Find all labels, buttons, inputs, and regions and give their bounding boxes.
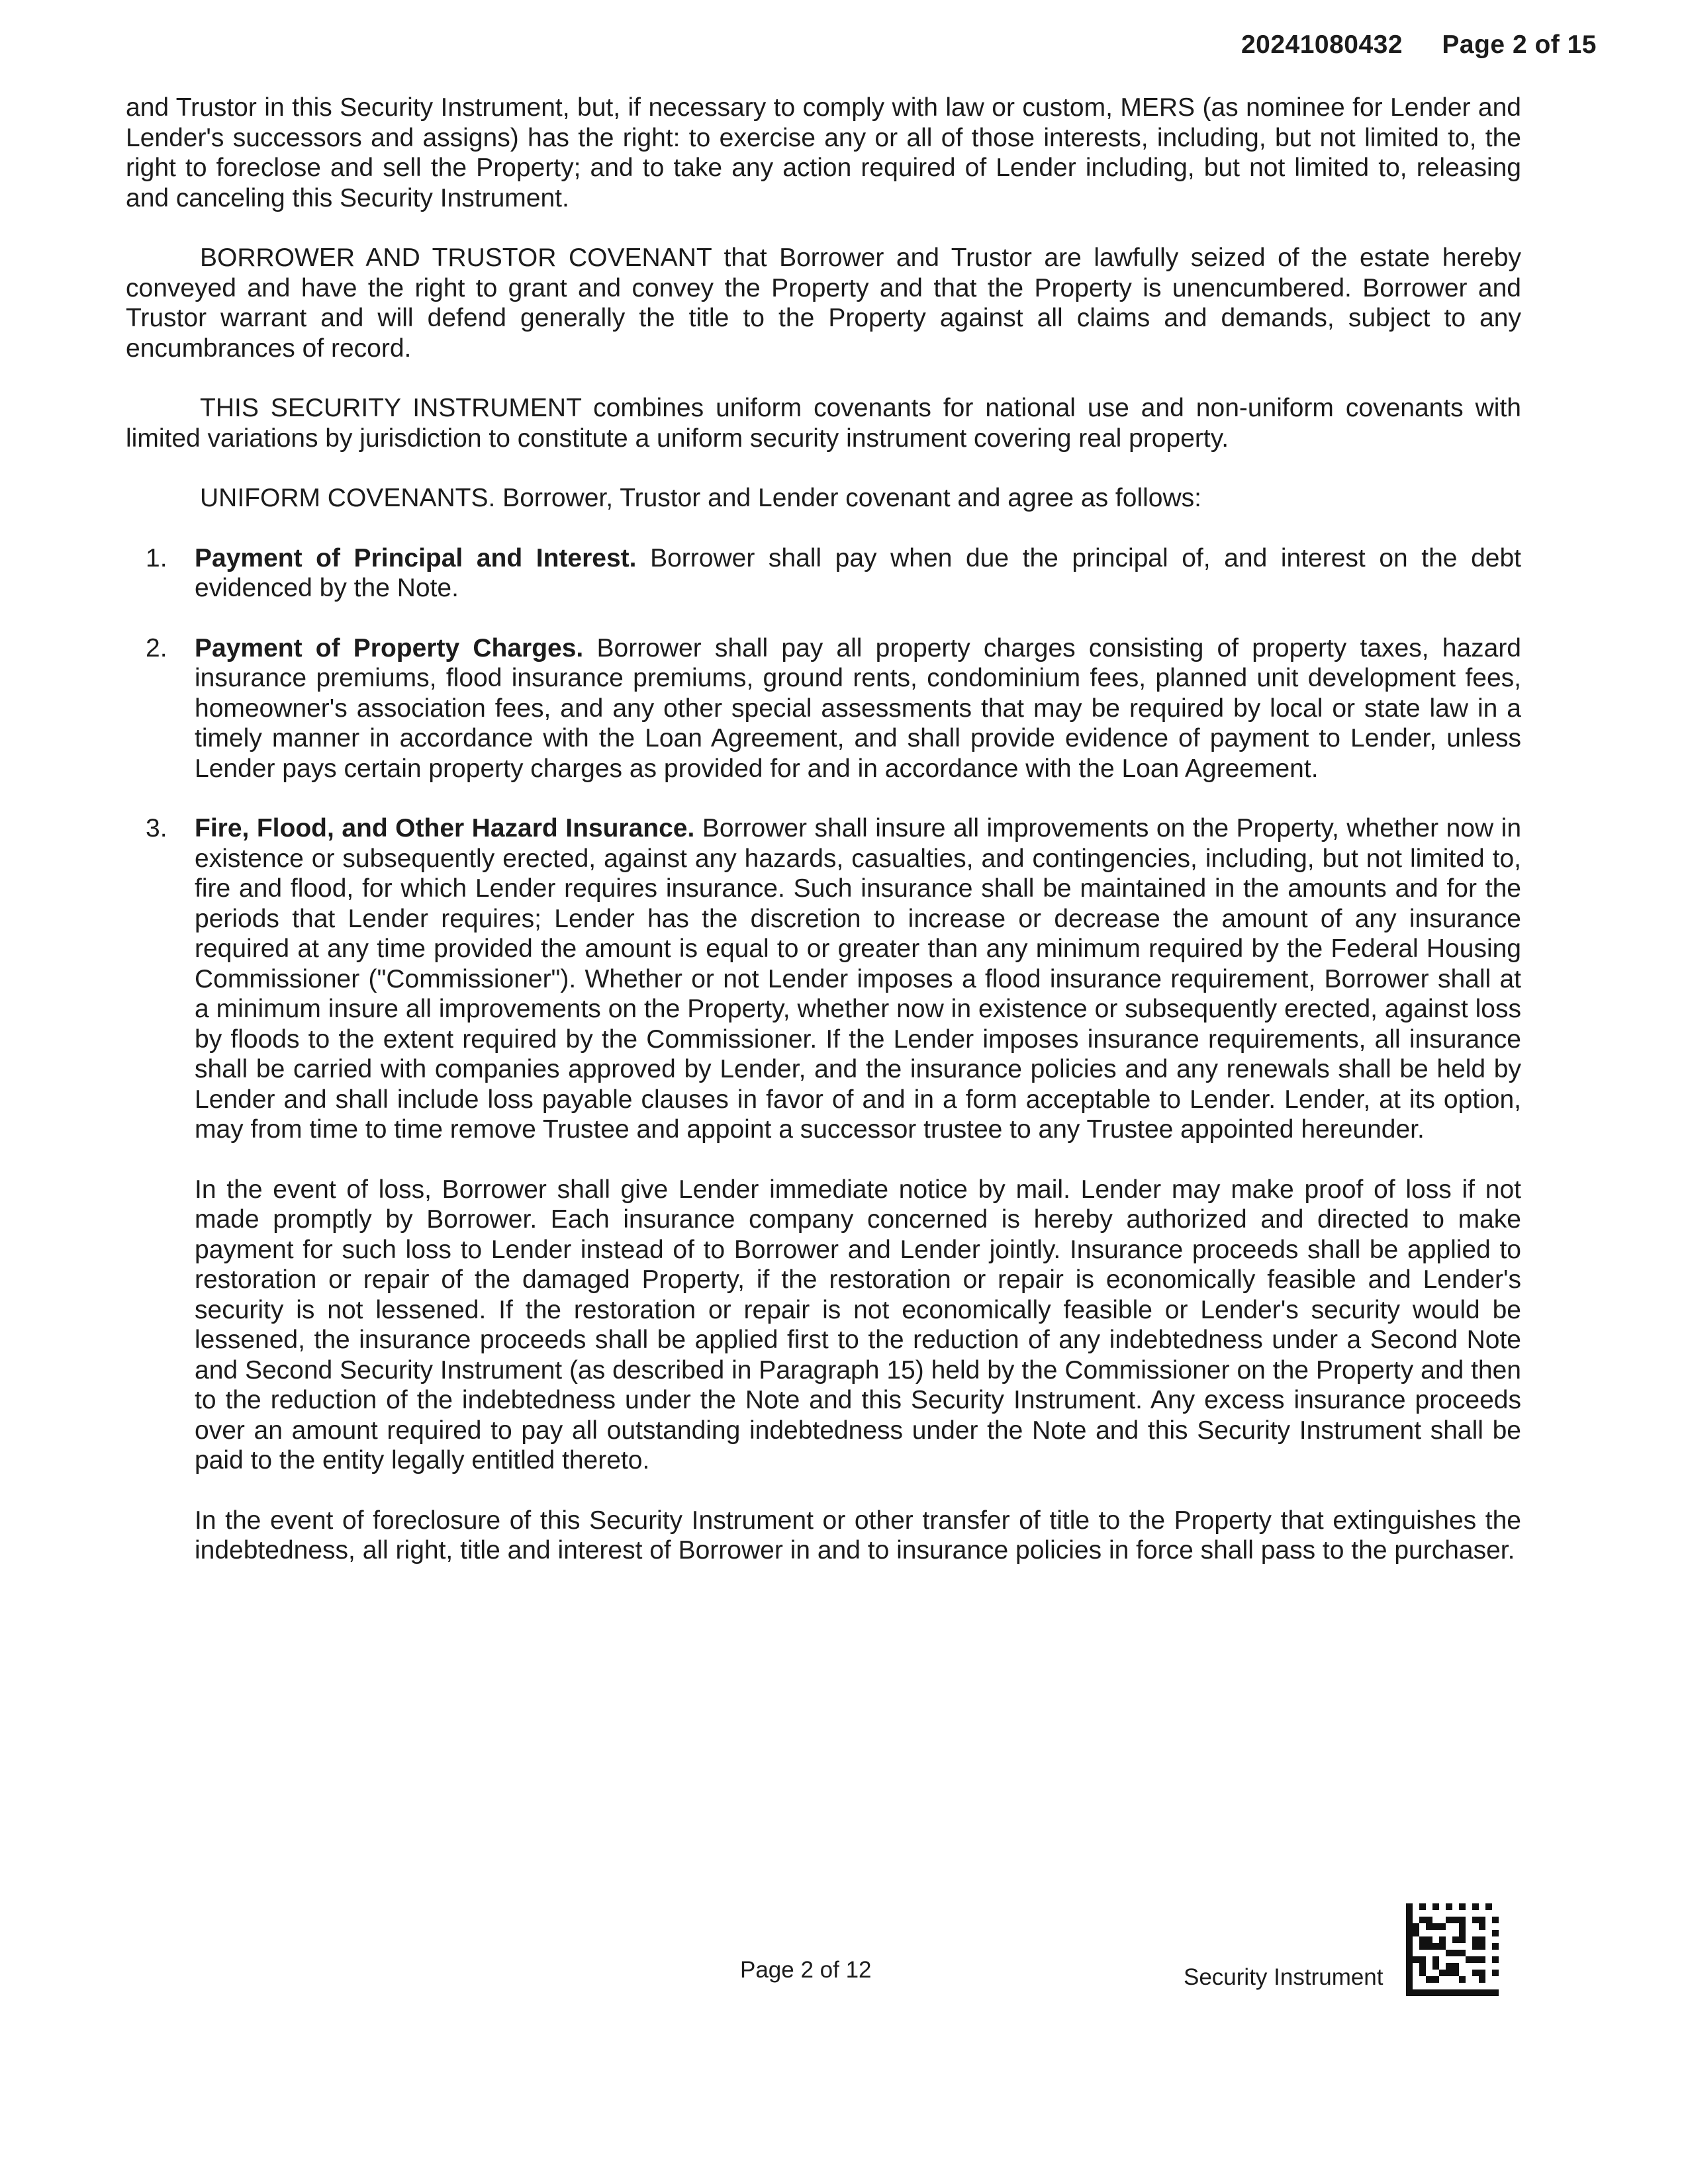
list-number: 2. — [146, 633, 167, 662]
list-item — [126, 633, 1521, 784]
item-title: Payment of Property Charges. — [195, 633, 584, 662]
list-number: 1. — [146, 543, 167, 572]
list-item — [126, 543, 1521, 604]
page-header — [1241, 30, 1597, 60]
item-title: Payment of Principal and Interest. — [195, 543, 637, 572]
loss-paragraph: In the event of loss, Borrower shall give Lender immediate notice by mail. Lender may make proof of loss if not made promptly by Borrower. Each insurance company concerned is hereby authorized and directed to make payment for such loss to Lender instead of to Borrower and Lender jointly. Insurance proceeds shall be applied to restoration or repair of the damaged Property, if the restoration or repair is economically feasible and Lender's security is not lessened. If the restoration or repair is not economically feasible or Lender's security would be lessened, the insurance proceeds shall be applied first to the reduction of any indebtedness under a Second Note and Second Security Instrument (as described in Paragraph 15) held by the Commissioner on the Property and then to the reduction of the indebtedness under the Note and this Security Instrument. Any excess insurance proceeds over an amount required to pay all outstanding indebtedness under the Note and this Security Instrument shall be paid to the entity legally entitled thereto. — [195, 1175, 1521, 1475]
foreclosure-paragraph: In the event of foreclosure of this Security Instrument or other transfer of title to the Property that extinguishes the indebtedness, all right, title and interest of Borrower in and to insurance policies in force shall pass to the purchaser. — [195, 1506, 1521, 1565]
record-number: 20241080432 — [1241, 30, 1403, 59]
list-item — [126, 813, 1521, 1145]
footer-document-title: Security Instrument — [1184, 1964, 1383, 1990]
item-text: Borrower shall pay all property charges consisting of property taxes, hazard insurance premiums, flood insurance premiums, ground rents, condominium fees, planned unit development fees, homeowner's association fees, and any other special assessments that may be required by local or state law in a timely manner in accordance with the Loan Agreement, and shall provide evidence of payment to Lender, unless Lender pays certain property charges as provided for and in accordance with the Loan Agreement. — [195, 633, 1521, 783]
instrument-paragraph: THIS SECURITY INSTRUMENT combines uniform covenants for national use and non-uniform covenants with limited variations by jurisdiction to constitute a uniform security instrument covering real property. — [126, 394, 1521, 453]
continuation-paragraph: and Trustor in this Security Instrument, but, if necessary to comply with law or custom, MERS (as nominee for Lender and Lender's successors and assigns) has the right: to exercise any or all of those interests, including, but not limited to, the right to foreclose and sell the Property; and to take any action required of Lender including, but not limited to, releasing and canceling this Security Instrument. — [126, 93, 1521, 212]
document-body — [126, 93, 1521, 1566]
item-text: Borrower shall insure all improvements on the Property, whether now in existence or subsequently erected, against any hazards, casualties, and contingencies, including, but not limited to, fire and flood, for which Lender requires insurance. Such insurance shall be maintained in the amounts and for the periods that Lender requires; Lender has the discretion to increase or decrease the amount of any insurance required at any time provided the amount is equal to or greater than any minimum required by the Federal Housing Commissioner ("Commissioner"). Whether or not Lender imposes a flood insurance requirement, Borrower shall at a minimum insure all improvements on the Property, whether now in existence or subsequently erected, against loss by floods to the extent required by the Commissioner. If the Lender imposes insurance requirements, all insurance shall be carried with companies approved by Lender, and the insurance policies and any renewals shall be held by Lender and shall include loss payable clauses in favor of and in a form acceptable to Lender. Lender, at its option, may from time to time remove Trustee and appoint a successor trustee to any Trustee appointed hereunder. — [195, 814, 1522, 1144]
item-title: Fire, Flood, and Other Hazard Insurance. — [195, 814, 695, 842]
uniform-covenants-heading: UNIFORM COVENANTS. Borrower, Trustor and Lender covenant and agree as follows: — [200, 484, 1201, 512]
item-text: Borrower shall pay when due the principal of, and interest on the debt evidenced by the Note. — [195, 543, 1521, 602]
list-number: 3. — [146, 814, 167, 842]
page-count-header: Page 2 of 15 — [1442, 30, 1597, 59]
footer-page-number: Page 2 of 12 — [740, 1957, 872, 1983]
covenant-paragraph: BORROWER AND TRUSTOR COVENANT that Borrower and Trustor are lawfully seized of the estate hereby conveyed and have the right to grant and convey the Property and that the Property is unencumbered. Borrower and Trustor warrant and will defend generally the title to the Property against all claims and demands, subject to any encumbrances of record. — [126, 244, 1521, 363]
datamatrix-barcode-icon — [1406, 1903, 1499, 1996]
